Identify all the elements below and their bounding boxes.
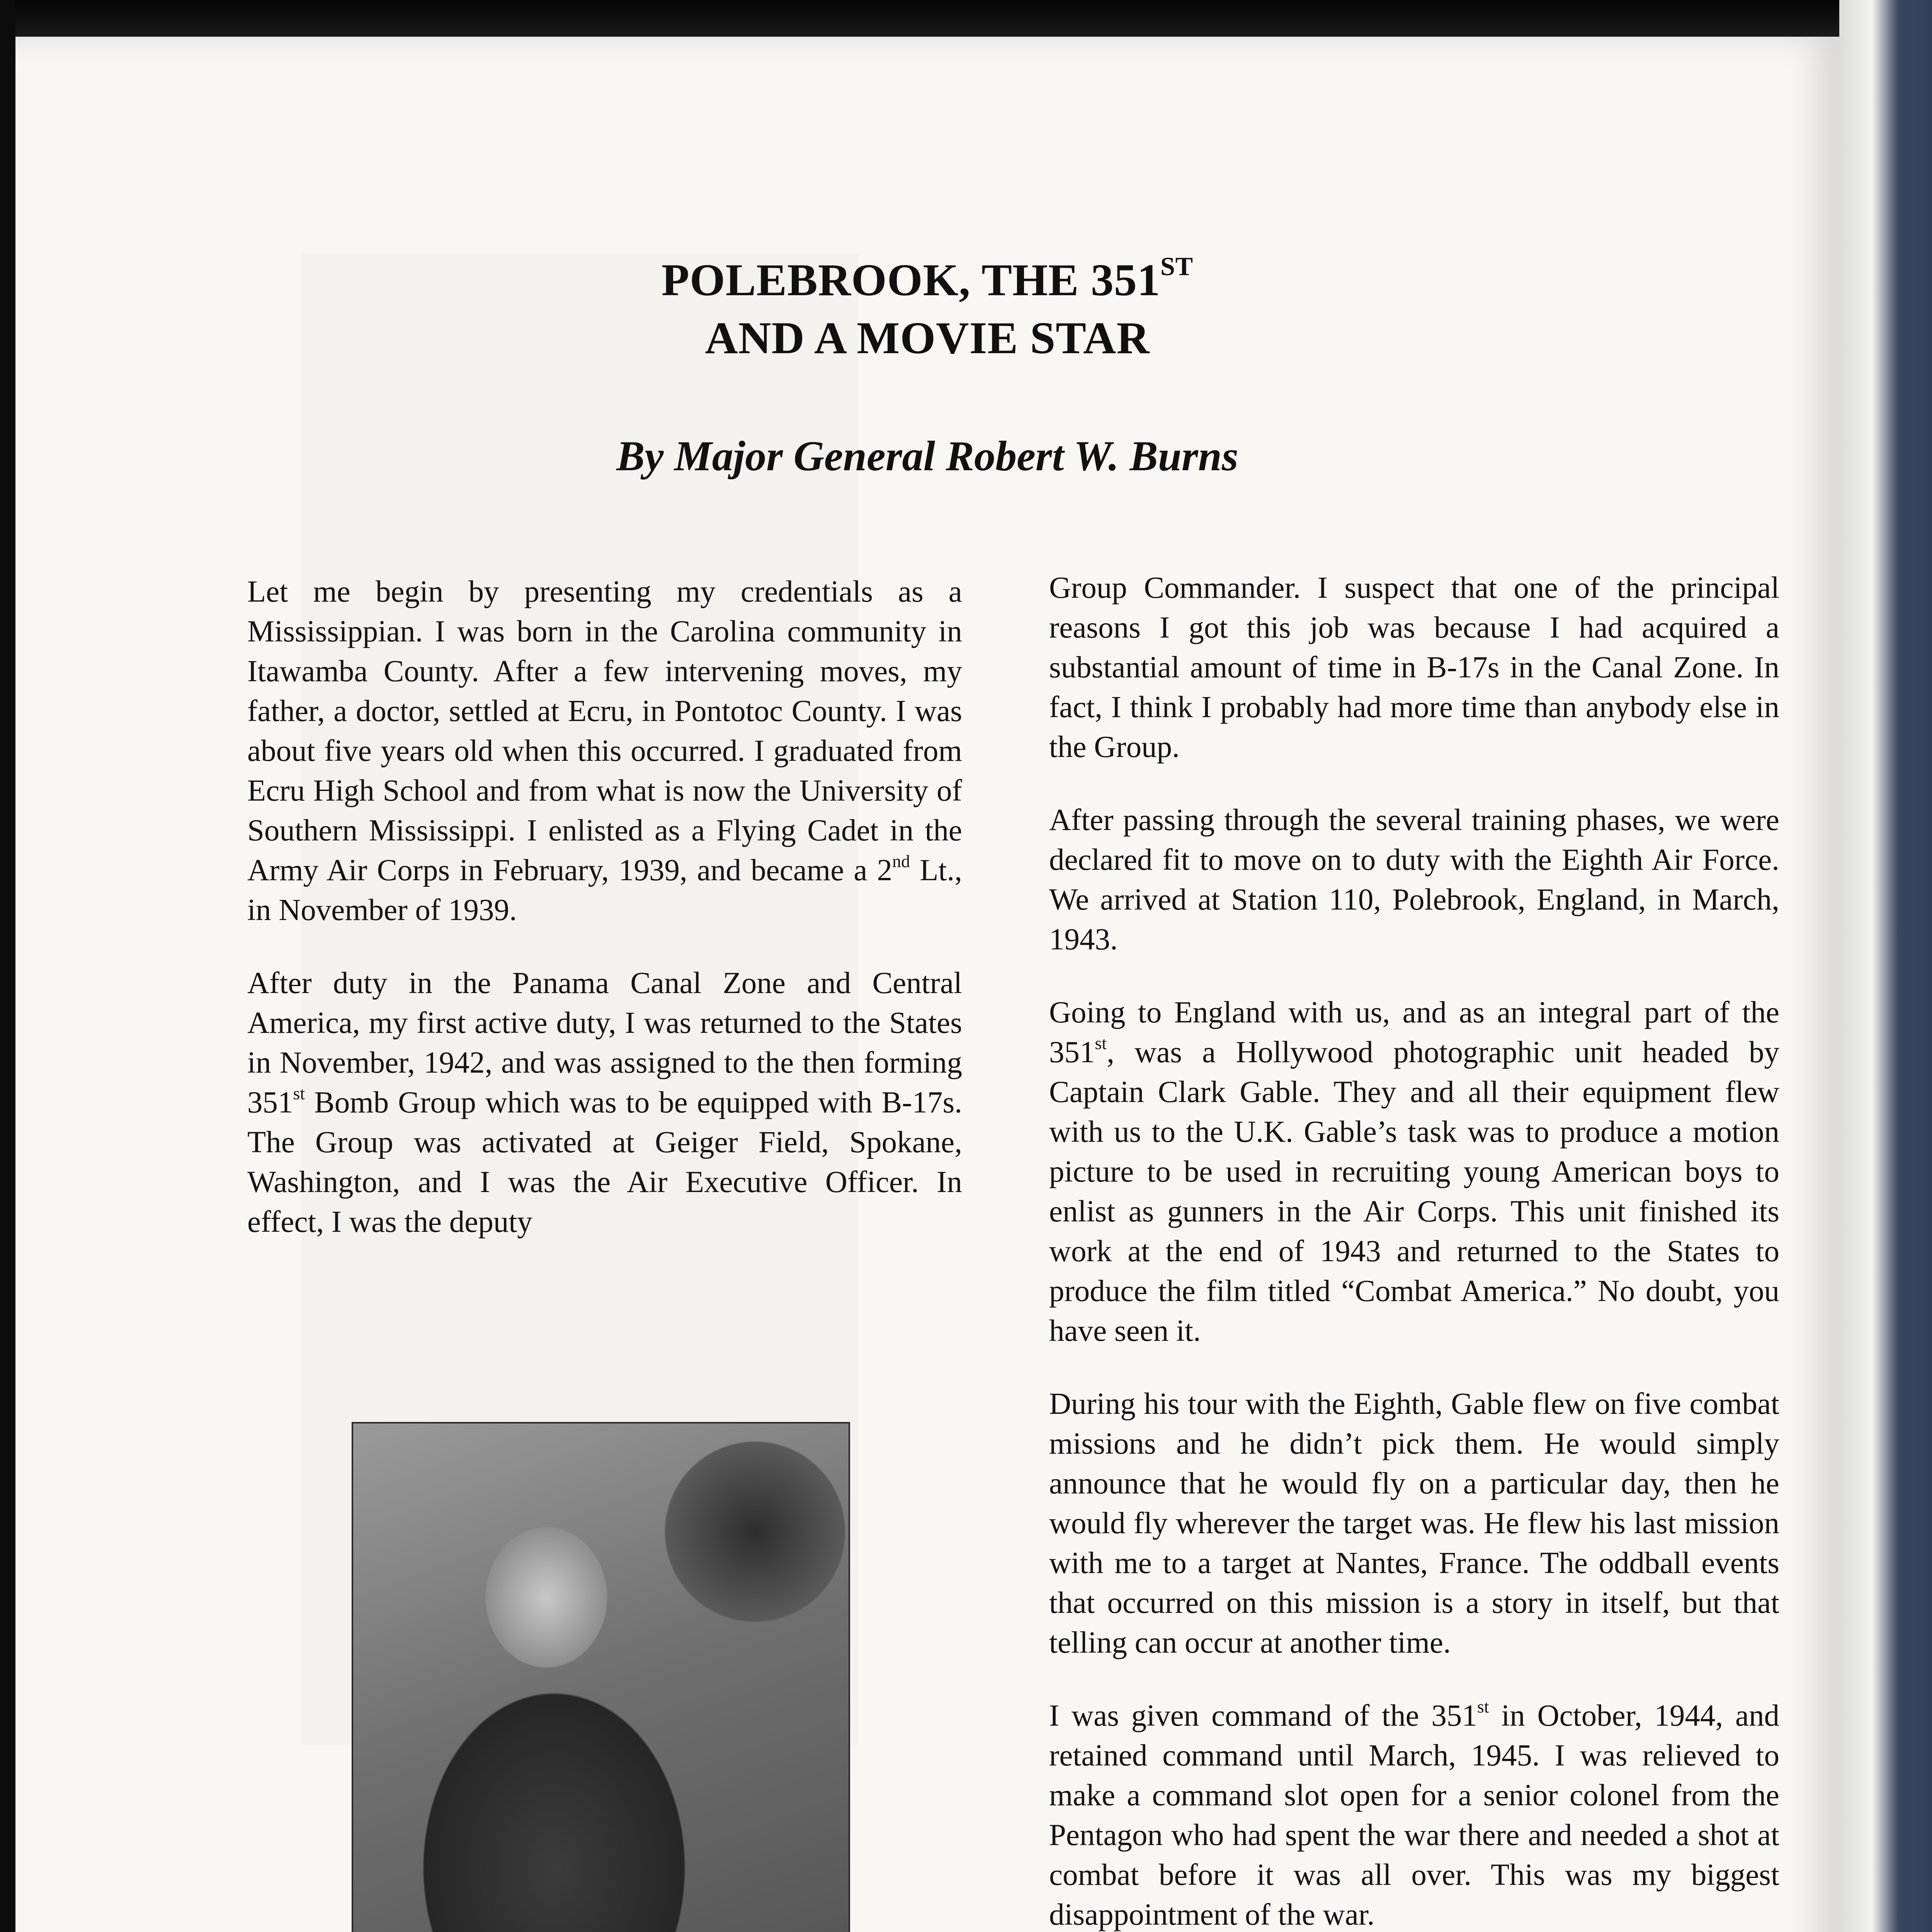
paragraph [1049,1696,1779,1932]
portrait-photo [352,1422,850,1932]
paragraph-text: Lt., in November of 1939. [247,854,962,927]
paragraph-text: Let me begin by presenting my credentials as a Mississippian. I was born in the Carolina community in Itawamba County. After a few intervening moves, my father, a doctor, settled at Ecru, in Pontotoc County. I was about five years old when this occurred. I graduated from Ecru High School and from what is now the University of Southern Mississippi. I enlisted as a Flying Cadet in the Army Air Corps in February, 1939, and became a 2 [247,575,962,887]
paragraph-text: Going to England with us, and as an integral part of the 351 [1049,996,1779,1069]
paragraph [247,963,962,1242]
paragraph: Group Commander. I suspect that one of the principal reasons I got this job was because I had acquired a substantial amount of time in B-17s in the Canal Zone. In fact, I think I probably had more time than anybody else in the Group. [1049,571,1779,764]
right-column [1049,568,1779,1932]
superscript: st [1095,1033,1107,1053]
paragraph-text: in October, 1944, and retained command until March, 1945. I was relieved to make a command slot open for a senior colonel from the Pentagon who had spent the war there and needed a shot at combat before it was all over. This was my biggest disappointment of the war. [1049,1699,1779,1932]
scan-border-top [0,0,1932,37]
paragraph-text: I was given command of the 351 [1049,1699,1477,1733]
paragraph: After passing through the several training phases, we were declared fit to move on to duty with the Eighth Air Force. We arrived at Station 110, Polebrook, England, in March, 1943. [1049,803,1779,956]
paragraph-text: After duty in the Panama Canal Zone and Central America, my first active duty, I was returned to the States in November, 1942, and was assigned to the then forming 351 [247,966,962,1119]
paragraph [247,572,962,930]
article-title [15,251,1839,367]
scan-border-left [0,0,15,1932]
title-superscript: ST [1160,252,1194,281]
paragraph: During his tour with the Eighth, Gable flew on five combat missions and he didn’t pick them. He would simply announce that he would fly on a particular day, then he would fly wherever the target was. He flew his last mission with me to a target at Nantes, France. The oddball events that occurred on this mission is a story in itself, but that telling can occur at another time. [1049,1387,1779,1660]
title-line-2: AND A MOVIE STAR [705,313,1150,363]
superscript: nd [892,851,910,871]
title-line-1: POLEBROOK, THE 351 [661,255,1160,305]
book-page [15,37,1839,1932]
paragraph-text: , was a Hollywood photographic unit headed by Captain Clark Gable. They and all their equipment flew with us to the U.K. Gable’s task was to produce a motion picture to be used in recruiting young American boys to enlist as gunners in the Air Corps. This unit finished its work at the end of 1943 and returned to the States to produce the film titled “Combat America.” No doubt, you have seen it. [1049,1036,1779,1348]
paragraph [1049,993,1779,1351]
superscript: st [293,1083,305,1103]
paragraph-text: Bomb Group which was to be equipped with B-17s. The Group was activated at Geiger Field, Spokane, Washington, and I was the Air Executive Officer. In effect, I was the deputy [247,1086,962,1239]
article-byline: By Major General Robert W. Burns [616,432,1238,480]
superscript: st [1477,1697,1489,1716]
left-column [247,572,962,1275]
book-cover-edge [1839,0,1932,1932]
